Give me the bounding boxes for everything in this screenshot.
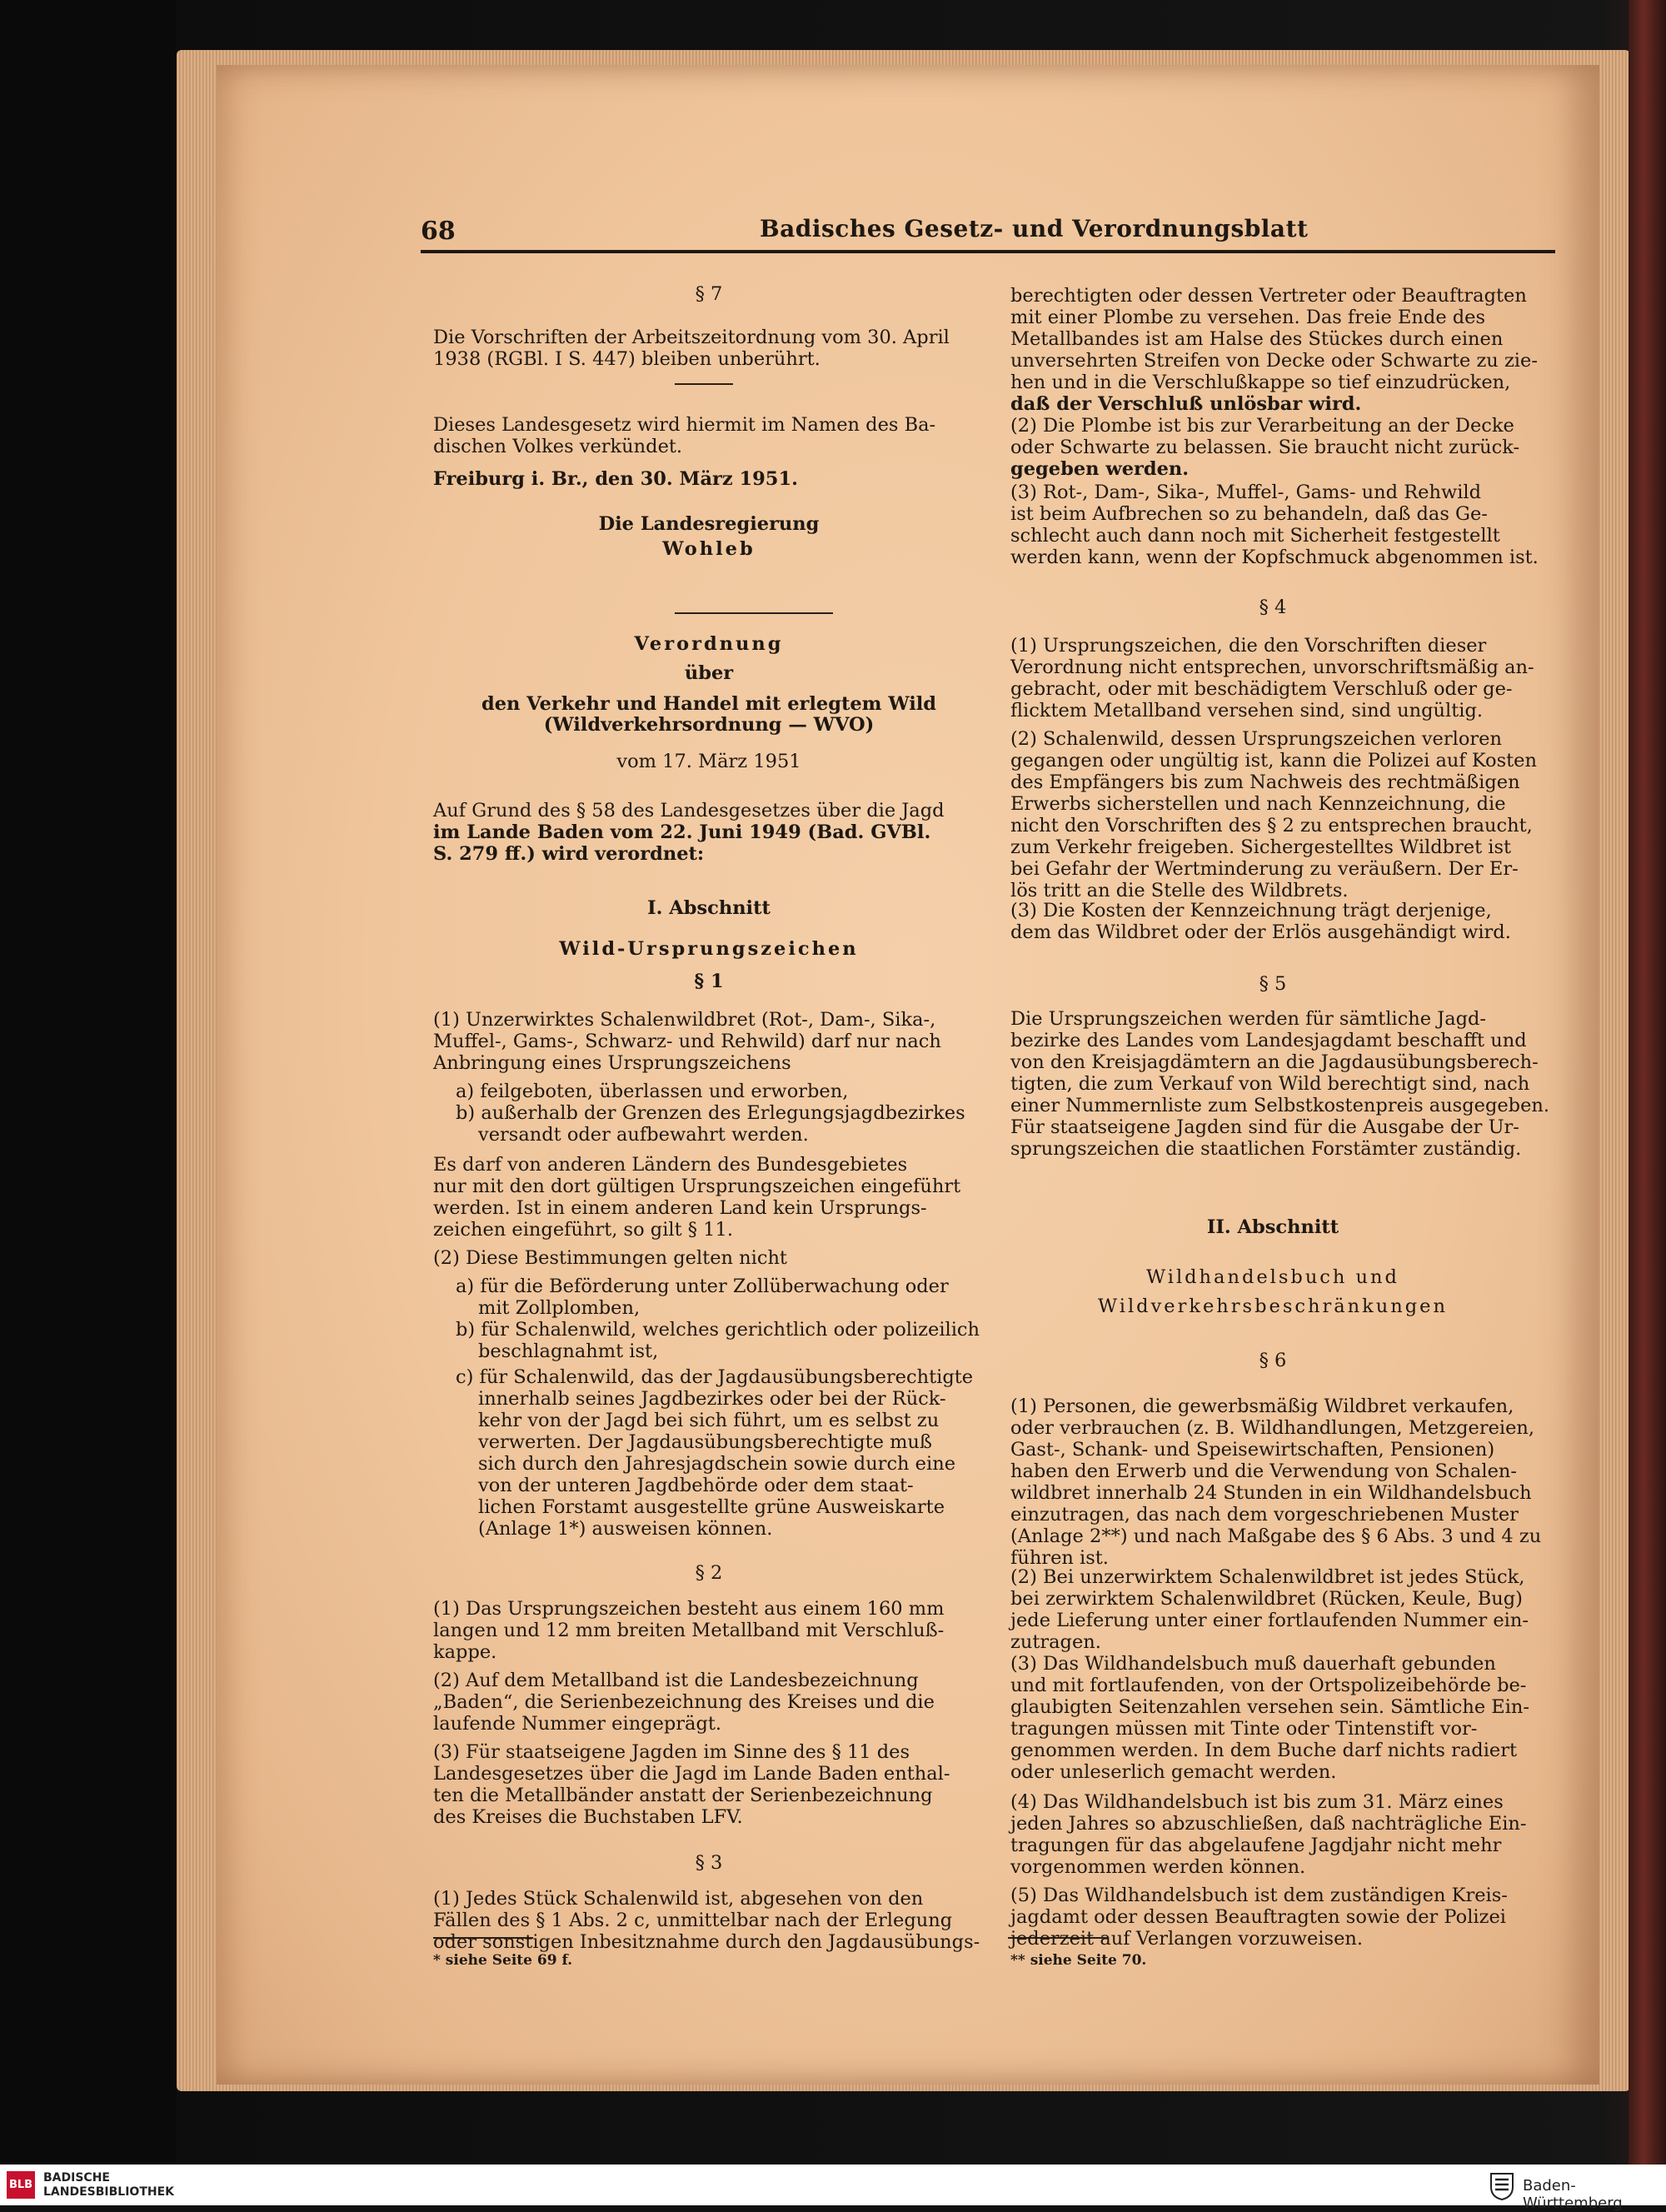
text-line: bezirke des Landes vom Landesjagdamt beschafft und <box>1010 1030 1527 1051</box>
text-line: von der unteren Jagdbehörde oder dem staat- <box>478 1475 914 1496</box>
text-line: glaubigten Seitenzahlen versehen sein. Sämtliche Ein- <box>1010 1696 1530 1718</box>
text-line: gegangen oder ungültig ist, kann die Polizei auf Kosten <box>1010 750 1537 771</box>
text-line: Die Vorschriften der Arbeitszeitordnung vom 30. April <box>433 327 950 348</box>
text-line: lichen Forstamt ausgestellte grüne Ausweiskarte <box>478 1496 945 1518</box>
text-line: wildbret innerhalb 24 Stunden in ein Wildhandelsbuch <box>1010 1482 1532 1504</box>
text-line: gegeben werden. <box>1010 458 1190 480</box>
running-title: Badisches Gesetz- und Verordnungsblatt <box>760 215 1309 242</box>
text-line: (1) Unzerwirktes Schalenwildbret (Rot-, Dam-, Sika-, <box>433 1009 936 1031</box>
text-line: beschlagnahmt ist, <box>478 1341 659 1362</box>
text-line: (4) Das Wildhandelsbuch ist bis zum 31. März eines <box>1010 1791 1504 1813</box>
text-line: einzutragen, das nach dem vorgeschriebenen Muster <box>1010 1504 1519 1525</box>
text-line: tigten, die zum Verkauf von Wild berechtigt sind, nach <box>1010 1073 1530 1095</box>
text-line: (1) Das Ursprungszeichen besteht aus einem 160 mm <box>433 1598 945 1620</box>
text-line: sich durch den Jahresjagdschein sowie durch eine <box>478 1453 956 1475</box>
text-line: jeden Jahres so abzuschließen, daß nachträgliche Ein- <box>1010 1813 1527 1835</box>
footnote: * siehe Seite 69 f. <box>433 1952 573 1969</box>
text-line: b) außerhalb der Grenzen des Erlegungsjagdbezirkes <box>456 1102 965 1124</box>
heading-line: Verordnung <box>634 633 784 655</box>
text-line: bei Gefahr der Wertminderung zu veräußern. Der Er- <box>1010 858 1519 880</box>
text-line: gebracht, oder mit beschädigtem Verschluß oder ge- <box>1010 678 1513 700</box>
text-line: des Kreises die Buchstaben LFV. <box>433 1806 743 1828</box>
text-line: Landesgesetzes über die Jagd im Lande Baden enthal- <box>433 1763 950 1785</box>
text-line: schlecht auch dann noch mit Sicherheit festgestellt <box>1010 525 1500 547</box>
footnote: ** siehe Seite 70. <box>1010 1952 1147 1969</box>
heading-line: Wild-Ursprungszeichen <box>559 938 859 960</box>
text-line: Anbringung eines Ursprungszeichens <box>433 1052 791 1074</box>
heading-line: § 7 <box>695 283 723 305</box>
text-line: haben den Erwerb und die Verwendung von Schalen- <box>1010 1461 1517 1482</box>
text-line: tragungen müssen mit Tinte oder Tintenstift vor- <box>1010 1718 1478 1740</box>
heading-line: den Verkehr und Handel mit erlegtem Wild <box>481 693 937 715</box>
heading-line: § 4 <box>1259 597 1287 618</box>
text-line: versandt oder aufbewahrt werden. <box>478 1124 809 1146</box>
text-line: jagdamt oder dessen Beauftragten sowie der Polizei <box>1010 1906 1506 1928</box>
text-line: hen und in die Verschlußkappe so tief einzudrücken, <box>1010 372 1511 393</box>
text-line: Für staatseigene Jagden sind für die Ausgabe der Ur- <box>1010 1116 1519 1138</box>
text-line: (1) Personen, die gewerbsmäßig Wildbret verkaufen, <box>1010 1396 1514 1417</box>
viewer-footer <box>0 2165 1666 2205</box>
separator-rule <box>675 383 733 385</box>
text-line: Freiburg i. Br., den 30. März 1951. <box>433 468 798 490</box>
text-line: nicht den Vorschriften des § 2 zu entsprechen braucht, <box>1010 815 1533 836</box>
heading-line: Wohleb <box>662 538 756 560</box>
text-line: des Empfängers bis zum Nachweis des rechtmäßigen <box>1010 771 1520 793</box>
text-line: lös tritt an die Stelle des Wildbrets. <box>1010 880 1349 901</box>
text-line: ten die Metallbänder anstatt der Serienbezeichnung <box>433 1785 933 1806</box>
text-line: Auf Grund des § 58 des Landesgesetzes über die Jagd <box>433 800 945 821</box>
text-line: „Baden“, die Serienbezeichnung des Kreises und die <box>433 1691 935 1713</box>
text-line: (1) Ursprungszeichen, die den Vorschriften dieser <box>1010 635 1487 657</box>
text-line: werden. Ist in einem anderen Land kein Ursprungs- <box>433 1197 927 1219</box>
text-line: oder verbrauchen (z. B. Wildhandlungen, Metzgereien, <box>1010 1417 1535 1439</box>
text-line: (2) Bei unzerwirktem Schalenwildbret ist jedes Stück, <box>1010 1566 1525 1588</box>
text-line: langen und 12 mm breiten Metallband mit Verschluß- <box>433 1620 945 1641</box>
heading-line: § 5 <box>1259 973 1287 995</box>
heading-line: § 3 <box>695 1852 723 1874</box>
text-line: (1) Jedes Stück Schalenwild ist, abgesehen von den <box>433 1888 924 1910</box>
text-line: zutragen. <box>1010 1631 1101 1653</box>
text-line: oder sonstigen Inbesitznahme durch den Jagdausübungs- <box>433 1931 980 1953</box>
text-line: mit einer Plombe zu versehen. Das freie Ende des <box>1010 307 1486 328</box>
text-line: werden kann, wenn der Kopfschmuck abgenommen ist. <box>1010 547 1539 568</box>
text-line: (2) Die Plombe ist bis zur Verarbeitung an der Decke <box>1010 415 1514 437</box>
text-line: (2) Schalenwild, dessen Ursprungszeichen verloren <box>1010 728 1502 750</box>
text-line: jede Lieferung unter einer fortlaufenden Nummer ein- <box>1010 1610 1529 1631</box>
blb-name[interactable]: BADISCHE LANDESBIBLIOTHEK <box>43 2171 175 2199</box>
text-line: b) für Schalenwild, welches gerichtlich oder polizeilich <box>456 1319 980 1341</box>
text-line: c) für Schalenwild, das der Jagdausübungsberechtigte <box>456 1366 974 1388</box>
text-line: tragungen für das abgelaufene Jagdjahr nicht mehr <box>1010 1835 1502 1856</box>
text-line: oder unleserlich gemacht werden. <box>1010 1761 1337 1783</box>
text-line: (3) Die Kosten der Kennzeichnung trägt derjenige, <box>1010 900 1492 921</box>
text-line: von den Kreisjagdämtern an die Jagdausübungsberech- <box>1010 1051 1539 1073</box>
text-line: einer Nummernliste zum Selbstkostenpreis ausgegeben. <box>1010 1095 1550 1116</box>
text-line: mit Zollplomben, <box>478 1297 641 1319</box>
text-line: laufende Nummer eingeprägt. <box>433 1713 722 1735</box>
heading-line: über <box>684 662 734 684</box>
heading-line: Wildverkehrsbeschränkungen <box>1098 1296 1448 1317</box>
text-line: (2) Diese Bestimmungen gelten nicht <box>433 1247 787 1269</box>
text-line: Metallbandes ist am Halse des Stückes durch einen <box>1010 328 1504 350</box>
bw-name[interactable]: Baden-Württemberg <box>1523 2177 1623 2212</box>
heading-line: § 1 <box>694 971 724 992</box>
text-line: a) für die Beförderung unter Zollüberwachung oder <box>456 1276 949 1297</box>
heading-line: § 6 <box>1259 1350 1287 1371</box>
blb-logo[interactable]: BLB <box>7 2171 35 2199</box>
separator-rule <box>675 612 833 614</box>
heading-line: II. Abschnitt <box>1206 1216 1339 1238</box>
baden-wuerttemberg-emblem-icon <box>1489 2172 1514 2200</box>
text-line: S. 279 ff.) wird verordnet: <box>433 843 705 865</box>
text-line: oder Schwarte zu belassen. Sie braucht nicht zurück- <box>1010 437 1520 458</box>
text-line: zeichen eingeführt, so gilt § 11. <box>433 1219 733 1241</box>
text-line: Verordnung nicht entsprechen, unvorschriftsmäßig an- <box>1010 657 1534 678</box>
text-line: (5) Das Wildhandelsbuch ist dem zuständigen Kreis- <box>1010 1885 1508 1906</box>
text-line: ist beim Aufbrechen so zu behandeln, daß das Ge- <box>1010 503 1488 525</box>
text-line: Es darf von anderen Ländern des Bundesgebietes <box>433 1154 908 1176</box>
text-line: daß der Verschluß unlösbar wird. <box>1010 393 1362 415</box>
heading-line: Wildhandelsbuch und <box>1146 1266 1399 1288</box>
scan-margin <box>0 0 177 2165</box>
text-line: dischen Volkes verkündet. <box>433 436 683 457</box>
text-line: a) feilgeboten, überlassen und erworben, <box>456 1081 849 1102</box>
header-rule <box>421 250 1555 253</box>
text-line: dem das Wildbret oder der Erlös ausgehändigt wird. <box>1010 921 1511 943</box>
text-line: innerhalb seines Jagdbezirkes oder bei der Rück- <box>478 1388 946 1410</box>
text-line: bei zerwirktem Schalenwildbret (Rücken, Keule, Bug) <box>1010 1588 1523 1610</box>
text-line: Dieses Landesgesetz wird hiermit im Namen des Ba- <box>433 414 936 436</box>
text-line: flicktem Metallband versehen sind, sind ungültig. <box>1010 700 1484 722</box>
text-line: kappe. <box>433 1641 497 1663</box>
text-line: und mit fortlaufenden, von der Ortspolizeibehörde be- <box>1010 1675 1527 1696</box>
text-line: nur mit den dort gültigen Ursprungszeichen eingeführt <box>433 1176 961 1197</box>
heading-line: § 2 <box>695 1562 723 1584</box>
heading-line: I. Abschnitt <box>647 897 771 919</box>
text-line: jederzeit auf Verlangen vorzuweisen. <box>1010 1928 1364 1950</box>
text-line: unversehrten Streifen von Decke oder Schwarte zu zie- <box>1010 350 1538 372</box>
text-line: genommen werden. In dem Buche darf nichts radiert <box>1010 1740 1518 1761</box>
heading-line: (Wildverkehrsordnung — WVO) <box>543 714 875 736</box>
text-line: Muffel-, Gams-, Schwarz- und Rehwild) darf nur nach <box>433 1031 941 1052</box>
page-number: 68 <box>421 217 456 246</box>
text-line: berechtigten oder dessen Vertreter oder Beauftragten <box>1010 285 1527 307</box>
text-line: Fällen des § 1 Abs. 2 c, unmittelbar nach der Erlegung <box>433 1910 953 1931</box>
text-line: (Anlage 2**) und nach Maßgabe des § 6 Abs. 3 und 4 zu <box>1010 1525 1542 1547</box>
text-line: (3) Für staatseigene Jagden im Sinne des § 11 des <box>433 1741 910 1763</box>
text-line: 1938 (RGBl. I S. 447) bleiben unberührt. <box>433 348 821 370</box>
text-line: (Anlage 1*) ausweisen können. <box>478 1518 773 1540</box>
text-line: Erwerbs sicherstellen und nach Kennzeichnung, die <box>1010 793 1506 815</box>
text-line: Gast-, Schank- und Speisewirtschaften, Pensionen) <box>1010 1439 1495 1461</box>
text-line: verwerten. Der Jagdausübungsberechtigte muß <box>478 1431 932 1453</box>
text-line: Die Ursprungszeichen werden für sämtliche Jagd- <box>1010 1008 1487 1030</box>
text-line: (2) Auf dem Metallband ist die Landesbezeichnung <box>433 1670 919 1691</box>
text-line: sprungszeichen die staatlichen Forstämter zuständig. <box>1010 1138 1522 1160</box>
heading-line: vom 17. März 1951 <box>616 751 801 772</box>
heading-line: Die Landesregierung <box>598 513 820 535</box>
text-line: kehr von der Jagd bei sich führt, um es selbst zu <box>478 1410 940 1431</box>
text-line: zum Verkehr freigeben. Sichergestelltes Wildbret ist <box>1010 836 1512 858</box>
book-cover-edge <box>1629 0 1666 2165</box>
text-line: vorgenommen werden können. <box>1010 1856 1306 1878</box>
text-line: im Lande Baden vom 22. Juni 1949 (Bad. GVBl. <box>433 821 931 843</box>
text-line: (3) Das Wildhandelsbuch muß dauerhaft gebunden <box>1010 1653 1496 1675</box>
text-line: führen ist. <box>1010 1547 1109 1569</box>
text-line: (3) Rot-, Dam-, Sika-, Muffel-, Gams- und Rehwild <box>1010 482 1482 503</box>
